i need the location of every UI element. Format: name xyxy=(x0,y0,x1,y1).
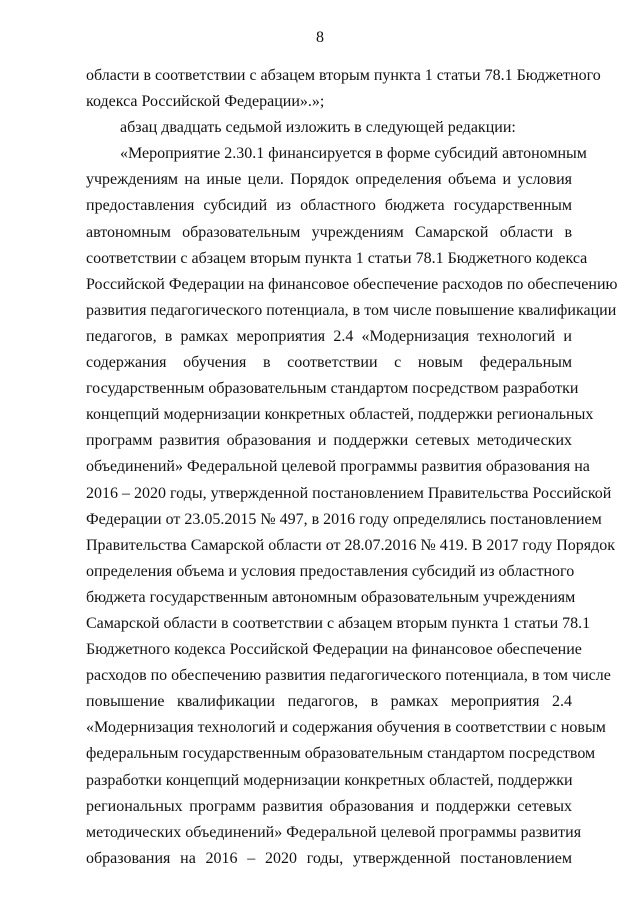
text-line: определения объема и условия предоставления субсидий из областного xyxy=(86,562,575,580)
text-line: Бюджетного кодекса Российской Федерации на финансовое обеспечение xyxy=(86,641,582,659)
text-line: содержания обучения в соответствии с новым федеральным xyxy=(86,354,572,372)
text-line: объединений» Федеральной целевой программы развития образования на xyxy=(86,458,590,476)
text-line: кодекса Российской Федерации».»; xyxy=(86,93,325,111)
document-body xyxy=(86,63,618,872)
text-line: автономным образовательным учреждениям Самарской области в xyxy=(86,223,572,241)
text-line: расходов по обеспечению развития педагогического потенциала, в том числе xyxy=(86,667,611,685)
text-line: бюджета государственным автономным образовательным учреждениям xyxy=(86,588,576,606)
text-line: Правительства Самарской области от 28.07.2016 № 419. В 2017 году Порядок xyxy=(86,536,616,554)
text-line: развития педагогического потенциала, в том числе повышение квалификации xyxy=(86,301,617,319)
text-line: «Мероприятие 2.30.1 финансируется в форме субсидий автономным xyxy=(120,145,587,163)
text-line: государственным образовательным стандартом посредством разработки xyxy=(86,380,579,398)
text-line: разработки концепций модернизации конкретных областей, поддержки xyxy=(86,771,573,789)
text-line: повышение квалификации педагогов, в рамках мероприятия 2.4 xyxy=(86,693,572,711)
text-line: предоставления субсидий из областного бюджета государственным xyxy=(86,197,572,215)
text-line: региональных программ развития образования и поддержки сетевых xyxy=(86,797,572,815)
text-line: «Модернизация технологий и содержания обучения в соответствии с новым xyxy=(86,719,606,737)
page-number: 8 xyxy=(316,29,324,46)
text-line: образования на 2016 – 2020 годы, утвержденной постановлением xyxy=(86,849,572,867)
text-line: Российской Федерации на финансовое обеспечение расходов по обеспечению xyxy=(86,275,618,293)
text-line: программ развития образования и поддержки сетевых методических xyxy=(86,432,572,450)
text-line: педагогов, в рамках мероприятия 2.4 «Модернизация технологий и xyxy=(86,327,572,345)
text-line: учреждениям на иные цели. Порядок определения объема и условия xyxy=(86,171,572,189)
text-line: соответствии с абзацем вторым пункта 1 статьи 78.1 Бюджетного кодекса xyxy=(86,249,588,267)
text-line: 2016 – 2020 годы, утвержденной постановлением Правительства Российской xyxy=(86,484,612,502)
text-line: методических объединений» Федеральной целевой программы развития xyxy=(86,823,582,841)
text-line: концепций модернизации конкретных областей, поддержки региональных xyxy=(86,406,594,424)
text-line: Федерации от 23.05.2015 № 497, в 2016 году определялись постановлением xyxy=(86,510,602,528)
text-line: федеральным государственным образовательным стандартом посредством xyxy=(86,745,596,763)
text-line: Самарской области в соответствии с абзацем вторым пункта 1 статьи 78.1 xyxy=(86,614,591,632)
text-line: области в соответствии с абзацем вторым пункта 1 статьи 78.1 Бюджетного xyxy=(86,67,601,84)
text-line: абзац двадцать седьмой изложить в следующей редакции: xyxy=(120,119,516,137)
